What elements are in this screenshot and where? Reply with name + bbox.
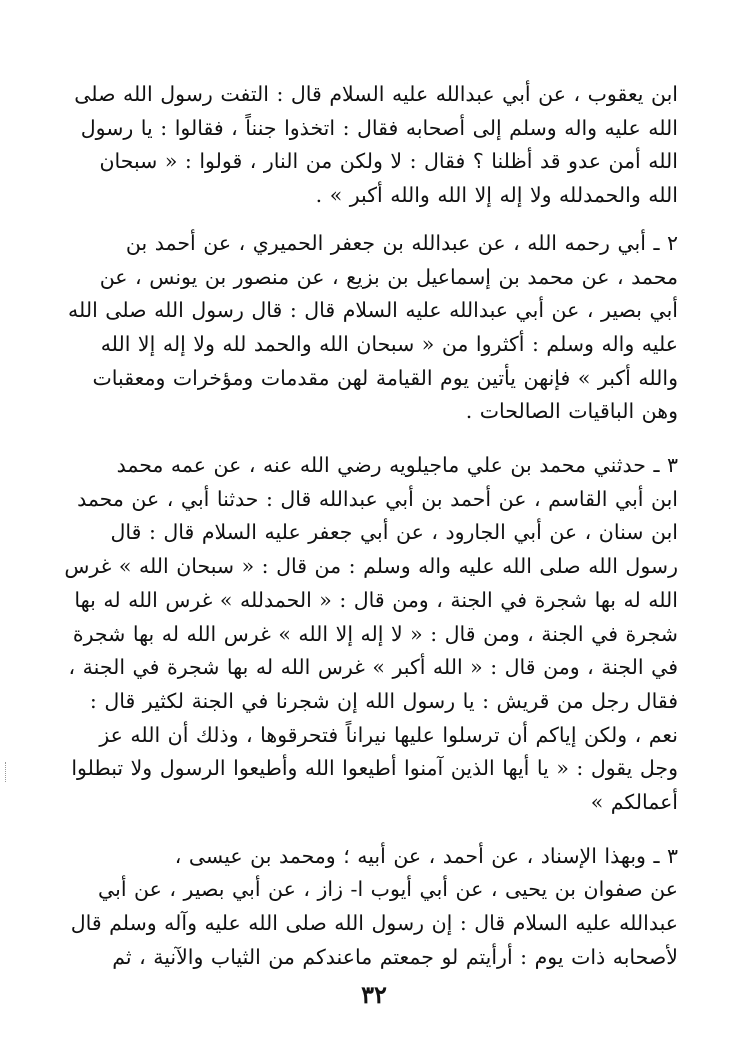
text-line: والله أكبر » فإنهن يأتين يوم القيامة لهن مقدمات ومؤخرات ومعقبات <box>92 365 678 390</box>
text-line: ابن أبي القاسم ، عن أحمد بن أبي عبدالله قال : حدثنا أبي ، عن محمد <box>77 486 678 511</box>
text-line: عبدالله عليه السلام قال : إن رسول الله صلى الله عليه وآله وسلم قال <box>70 911 678 936</box>
paragraph-1 <box>52 78 678 213</box>
text-line: عن صفوان بن يحيى ، عن أبي أيوب ا- زاز ، عن أبي بصير ، عن أبي <box>98 877 678 902</box>
text-line: الله عليه واله وسلم إلى أصحابه فقال : اتخذوا جنناً ، فقالوا : يا رسول <box>80 115 678 140</box>
text-line: وهن الباقيات الصالحات . <box>465 399 678 424</box>
text-line: ابن يعقوب ، عن أبي عبدالله عليه السلام قال : التفت رسول الله صلى <box>74 82 678 106</box>
text-line: شجرة في الجنة ، ومن قال : « لا إله إلا الله » غرس الله له بها شجرة <box>72 621 678 646</box>
text-line: لأصحابه ذات يوم : أرأيتم لو جمعتم ماعندكم من الثياب والآنية ، ثم <box>112 944 678 969</box>
text-line: ٣ ـ حدثني محمد بن علي ماجيلويه رضي الله عنه ، عن عمه محمد <box>116 453 678 478</box>
text-line: ابن سنان ، عن أبي الجارود ، عن أبي جعفر عليه السلام قال : قال <box>110 520 678 545</box>
text-line: وجل يقول : « يا أيها الذين آمنوا أطيعوا الله وأطيعوا الرسول ولا تبطلوا <box>71 756 678 781</box>
paragraph-4 <box>52 840 678 975</box>
text-line: ٣ ـ وبهذا الإسناد ، عن أحمد ، عن أبيه ؛ ومحمد بن عيسى ، <box>174 843 678 868</box>
text-line: فقال رجل من قريش : يا رسول الله إن شجرنا في الجنة لكثير قال : <box>89 688 678 713</box>
paragraph-2 <box>52 227 678 429</box>
text-line: في الجنة ، ومن قال : « الله أكبر » غرس الله له بها شجرة في الجنة ، <box>68 655 678 680</box>
text-line: الله والحمدلله ولا إله إلا الله والله أكبر » . <box>315 183 678 208</box>
page-number: ٣٢ <box>361 980 387 1009</box>
text-line: أبي بصير ، عن أبي عبدالله عليه السلام قال : قال رسول الله صلى الله <box>68 298 678 323</box>
text-line: رسول الله صلى الله عليه واله وسلم : من قال : « سبحان الله » غرس <box>64 554 678 579</box>
page-body <box>52 78 678 975</box>
paragraph-3 <box>52 449 678 820</box>
text-line: ٢ ـ أبي رحمه الله ، عن عبدالله بن جعفر الحميري ، عن أحمد بن <box>125 230 678 255</box>
text-line: الله أمن عدو قد أظلنا ؟ فقال : لا ولكن من النار ، قولوا : « سبحان <box>99 149 678 174</box>
text-line: عليه واله وسلم : أكثروا من « سبحان الله والحمد لله ولا إله إلا الله <box>100 331 678 356</box>
text-line: أعمالكم » <box>590 790 678 815</box>
margin-scan-mark <box>5 762 9 782</box>
text-line: نعم ، ولكن إياكم أن ترسلوا عليها نيراناً فتحرقوها ، وذلك أن الله عز <box>99 722 678 747</box>
text-line: محمد ، عن محمد بن إسماعيل بن بزيع ، عن منصور بن يونس ، عن <box>99 264 678 289</box>
text-line: الله له بها شجرة في الجنة ، ومن قال : « الحمدلله » غرس الله له بها <box>74 587 678 612</box>
